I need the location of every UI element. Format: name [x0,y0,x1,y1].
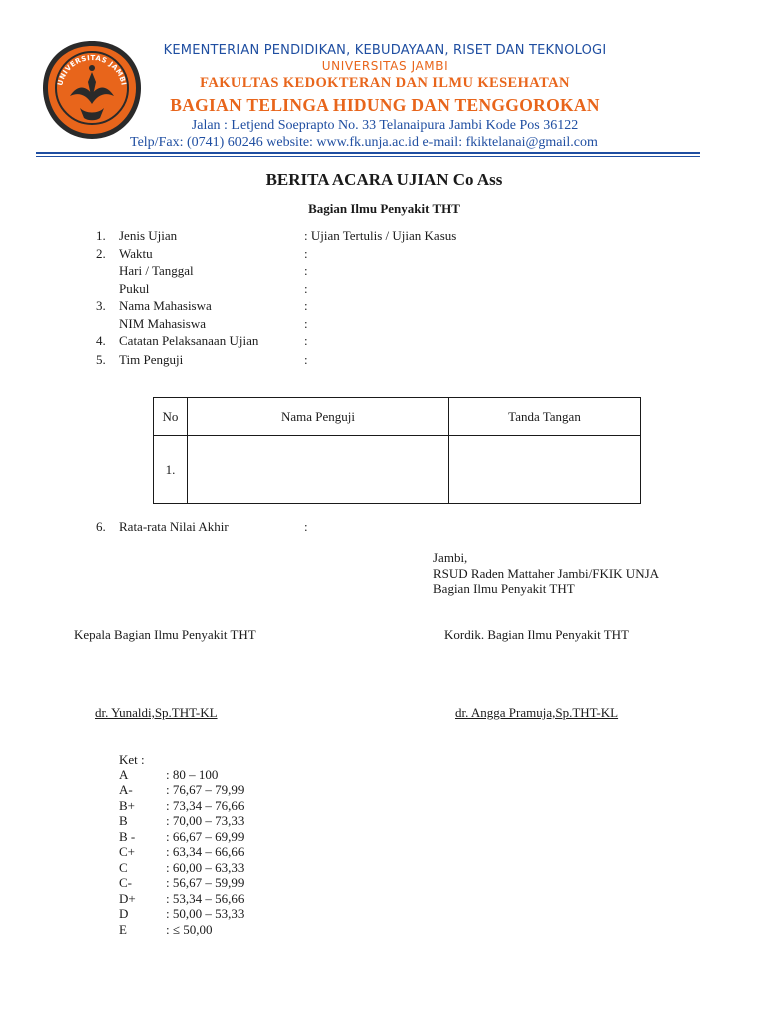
examiner-table [153,397,641,504]
field-number: 5. [96,352,106,367]
department-name: BAGIAN TELINGA HIDUNG DAN TENGGOROKAN [170,95,600,115]
grade-letter: B [119,813,128,828]
university-logo-icon [40,38,144,142]
field-value: : [304,263,308,278]
grade-letter: C+ [119,844,136,859]
document-subtitle: Bagian Ilmu Penyakit THT [308,201,460,216]
field-label: Catatan Pelaksanaan Ujian [119,333,259,348]
field-label: NIM Mahasiswa [119,316,207,331]
field-value: : [304,519,308,534]
grade-letter: A [119,767,129,782]
field-number: 3. [96,298,106,313]
field-number: 4. [96,333,106,348]
grade-letter: B - [119,829,136,844]
grade-range: : 66,67 – 69,99 [166,829,245,844]
grade-letter: D [119,906,129,921]
grade-range: : 50,00 – 53,33 [166,906,245,921]
field-value: : [304,316,308,331]
grade-range: : 80 – 100 [166,767,219,782]
field-label: Waktu [119,246,153,261]
field-value: : Ujian Tertulis / Ujian Kasus [304,228,457,243]
field-number: 2. [96,246,106,261]
grade-letter: A- [119,782,133,797]
field-label: Tim Penguji [119,352,184,367]
grade-range: : 60,00 – 63,33 [166,860,245,875]
grade-letter: C- [119,875,132,890]
signatory-left-name: dr. Yunaldi,Sp.THT-KL [95,705,218,720]
field-label: Nama Mahasiswa [119,298,212,313]
signatory-right-name: dr. Angga Pramuja,Sp.THT-KL [455,705,619,720]
cell-no: 1. [154,436,188,504]
ministry-name: KEMENTERIAN PENDIDIKAN, KEBUDAYAAN, RISET DAN TEKNOLOGI [163,43,607,58]
field-value: : [304,352,308,367]
place-department: Bagian Ilmu Penyakit THT [433,581,575,596]
faculty-name: FAKULTAS KEDOKTERAN DAN ILMU KESEHATAN [200,75,570,91]
grade-range: : 76,67 – 79,99 [166,782,245,797]
address-line: Jalan : Letjend Soeprapto No. 33 Telanaipura Jambi Kode Pos 36122 [191,118,579,133]
signatory-left-title: Kepala Bagian Ilmu Penyakit THT [74,627,256,642]
field-number: 6. [96,519,106,534]
legend-heading: Ket : [119,752,145,767]
header-tanda-tangan: Tanda Tangan [449,398,641,436]
university-name: UNIVERSITAS JAMBI [321,59,449,73]
grade-range: : 73,34 – 76,66 [166,798,245,813]
grade-letter: E [119,922,127,937]
logo-text: UNIVERSITAS JAMBI [56,53,128,87]
field-value: : [304,246,308,261]
field-label: Rata-rata Nilai Akhir [119,519,229,534]
place-institution: RSUD Raden Mattaher Jambi/FKIK UNJA [433,566,660,581]
grade-range: : ≤ 50,00 [166,922,213,937]
field-label: Pukul [119,281,150,296]
grade-letter: D+ [119,891,136,906]
cell-nama-penguji [188,436,449,504]
field-value: : [304,298,308,313]
table-row [154,436,641,504]
grade-range: : 70,00 – 73,33 [166,813,245,828]
signatory-right-title: Kordik. Bagian Ilmu Penyakit THT [444,627,629,642]
cell-tanda-tangan [449,436,641,504]
letterhead-divider-thin [36,156,700,157]
contact-line: Telp/Fax: (0741) 60246 website: www.fk.unja.ac.id e-mail: fkiktelanai@gmail.com [130,135,598,150]
field-label: Jenis Ujian [119,228,178,243]
grade-range: : 63,34 – 66,66 [166,844,245,859]
document-title: BERITA ACARA UJIAN Co Ass [265,170,503,189]
grade-letter: B+ [119,798,136,813]
field-value: : [304,281,308,296]
grade-letter: C [119,860,128,875]
table-header-row [154,398,641,436]
header-no: No [154,398,188,436]
grade-range: : 53,34 – 56,66 [166,891,245,906]
field-number: 1. [96,228,106,243]
grade-range: : 56,67 – 59,99 [166,875,245,890]
place-city: Jambi, [433,550,468,565]
field-label: Hari / Tanggal [119,263,194,278]
field-value: : [304,333,308,348]
header-nama-penguji: Nama Penguji [188,398,449,436]
letterhead-divider [36,152,700,154]
